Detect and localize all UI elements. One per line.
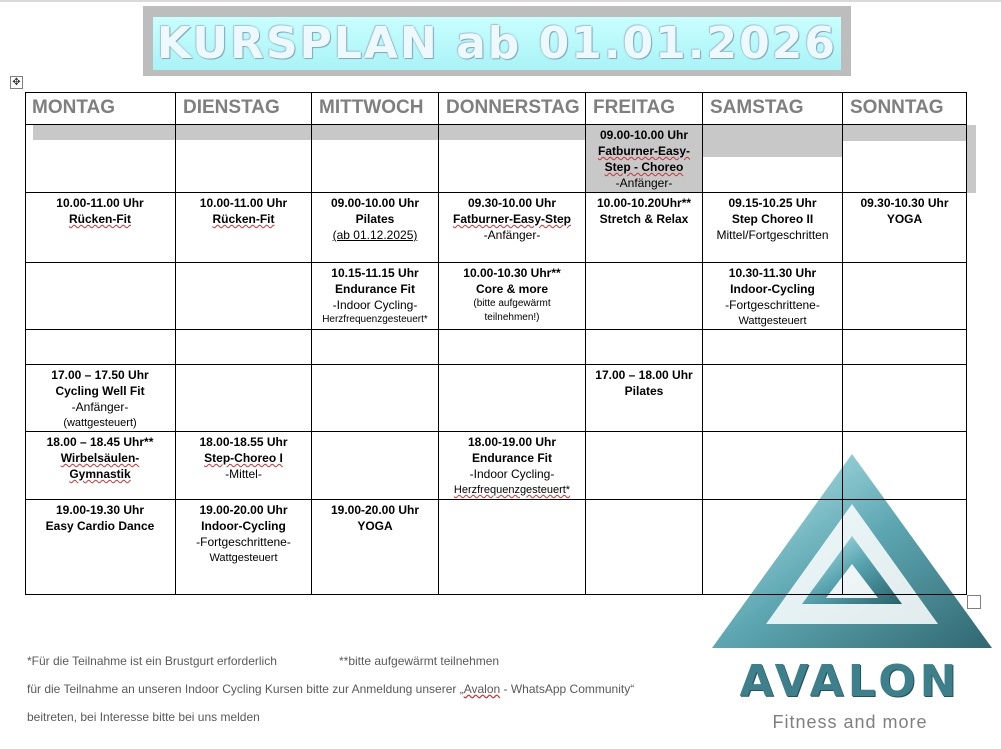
course-name: Fatburner-Easy-Step - Choreo [597, 144, 691, 174]
header-donnerstag: DONNERSTAG [439, 92, 586, 125]
cell-so-4 [843, 330, 967, 365]
course-name: Pilates [355, 212, 395, 226]
cell-do-3 [439, 263, 586, 330]
course-level: -Indoor Cycling- [469, 467, 555, 481]
course-note: Herzfrequenzgesteuert* [322, 314, 428, 325]
course-name: Stretch & Relax [599, 212, 689, 226]
resize-handle-icon[interactable] [967, 595, 981, 609]
cell-fr-2 [586, 193, 703, 263]
course-name: Indoor-Cycling [730, 282, 815, 296]
course-level: -Anfänger- [71, 400, 129, 414]
cell-sa-7 [703, 500, 843, 595]
cell-fr-5 [586, 365, 703, 432]
course-time: 18.00 – 18.45 Uhr** [46, 435, 154, 449]
course-note: Herzfrequenzgesteuert* [453, 484, 571, 496]
cell-do-6 [439, 432, 586, 500]
course-name: Easy Cardio Dance [45, 519, 155, 533]
header-mittwoch: MITTWOCH [312, 92, 439, 125]
cell-di-5 [176, 365, 312, 432]
cell-sa-1 [703, 125, 843, 193]
cell-di-1 [176, 125, 312, 193]
course-time: 19.00-20.00 Uhr [330, 503, 420, 517]
course-name: YOGA [357, 519, 393, 533]
course-time: 10.00-11.00 Uhr [199, 196, 288, 210]
course-note: (ab 01.12.2025) [332, 228, 418, 242]
cell-di-6 [176, 432, 312, 500]
cell-do-7 [439, 500, 586, 595]
cell-di-2 [176, 193, 312, 263]
course-level: Mittel/Fortgeschritten [716, 228, 829, 242]
logo-tagline: Fitness and more [772, 712, 928, 732]
course-name: Fatburner-Easy-Step [452, 212, 572, 226]
course-note: (bitte aufgewärmt teilnehmen!) [473, 298, 551, 323]
course-name: Cycling Well Fit [55, 384, 145, 398]
cell-mi-1 [312, 125, 439, 193]
course-name: Pilates [624, 384, 664, 398]
footnote-anmeldung-text: für die Teilnahme an unseren Indoor Cycling Kursen bitte zur Anmeldung unserer „ [27, 682, 464, 696]
cell-so-6 [843, 432, 967, 500]
cell-mi-4 [312, 330, 439, 365]
cell-mo-7 [25, 500, 176, 595]
title-banner [143, 6, 851, 76]
cell-di-4 [176, 330, 312, 365]
header-freitag: FREITAG [586, 92, 703, 125]
cell-fr-7 [586, 500, 703, 595]
course-name: Endurance Fit [471, 451, 552, 465]
course-time: 19.00-19.30 Uhr [55, 503, 145, 517]
course-level: -Mittel- [225, 467, 262, 481]
cell-mi-7 [312, 500, 439, 595]
schedule-table [25, 92, 967, 595]
cell-sa-4 [703, 330, 843, 365]
cell-mi-6 [312, 432, 439, 500]
cell-sa-2 [703, 193, 843, 263]
cell-fr-4 [586, 330, 703, 365]
course-name: Wirbelsäulen-Gymnastik [60, 451, 140, 481]
course-name: Step Choreo II [731, 212, 814, 226]
cell-sa-5 [703, 365, 843, 432]
course-name: Indoor-Cycling [201, 519, 286, 533]
cell-sa-6 [703, 432, 843, 500]
cell-so-3 [843, 263, 967, 330]
cell-mo-1 [25, 125, 176, 193]
title-banner-fill [153, 17, 841, 70]
page-title: KURSPLAN ab 01.01.2026 [157, 17, 837, 69]
course-time: 18.00-18.55 Uhr [199, 435, 288, 449]
cell-so-5 [843, 365, 967, 432]
cell-so-2 [843, 193, 967, 263]
cell-fr-3 [586, 263, 703, 330]
cell-do-4 [439, 330, 586, 365]
cell-mo-3 [25, 263, 176, 330]
course-time: 10.15-11.15 Uhr [331, 266, 419, 280]
cell-mo-6 [25, 432, 176, 500]
course-time: 10.00-10.30 Uhr** [463, 266, 561, 280]
course-time: 17.00 – 18.00 Uhr [595, 368, 693, 382]
cell-di-3 [176, 263, 312, 330]
course-name: Endurance Fit [334, 282, 415, 296]
footnote-avalon: Avalon [463, 682, 501, 696]
course-level: -Anfänger- [615, 176, 673, 190]
course-note: Wattgesteuert [738, 315, 807, 327]
course-time: 10.00-11.00 Uhr [56, 196, 144, 210]
footnote-brustgurt: *Für die Teilnahme ist ein Brustgurt erforderlich [27, 654, 277, 668]
cell-mo-2 [25, 193, 176, 263]
cell-mi-3 [312, 263, 439, 330]
cell-mo-5 [25, 365, 176, 432]
header-dienstag: DIENSTAG [176, 92, 312, 125]
course-name: Rücken-Fit [68, 212, 131, 226]
course-name: YOGA [886, 212, 923, 226]
cell-do-5 [439, 365, 586, 432]
logo-wordmark: AVALON [739, 656, 961, 707]
cell-so-7 [843, 500, 967, 595]
cell-sa-3 [703, 263, 843, 330]
footnote-aufgewaermt: **bitte aufgewärmt teilnehmen [339, 654, 500, 668]
header-sonntag: SONNTAG [843, 92, 967, 125]
footnote-community: - WhatsApp Community“ [500, 682, 635, 696]
header-samstag: SAMSTAG [703, 92, 843, 125]
row-shading [967, 141, 976, 193]
course-time: 09.30-10.30 Uhr [860, 196, 949, 210]
course-name: Core & more [475, 282, 549, 296]
course-time: 17.00 – 17.50 Uhr [51, 368, 149, 382]
course-level: -Anfänger- [483, 228, 541, 242]
course-level: -Fortgeschrittene- [196, 535, 291, 549]
course-time: 19.00-20.00 Uhr [199, 503, 288, 517]
course-time: 09.15-10.25 Uhr [728, 196, 817, 210]
cell-mi-2 [312, 193, 439, 263]
cell-di-7 [176, 500, 312, 595]
footnote-anmeldung [27, 682, 634, 696]
course-time: 09.30-10.00 Uhr [467, 196, 557, 210]
cell-fr-1 [586, 125, 703, 193]
cell-mo-4 [25, 330, 176, 365]
cell-mi-5 [312, 365, 439, 432]
course-time: 10.30-11.30 Uhr [728, 266, 817, 280]
cell-do-1 [439, 125, 586, 193]
course-level: -Indoor Cycling- [332, 298, 418, 312]
course-time: 09.00-10.00 Uhr [330, 196, 420, 210]
course-time: 18.00-19.00 Uhr [467, 435, 557, 449]
header-montag: MONTAG [25, 92, 176, 125]
footnote-melden: beitreten, bei Interesse bitte bei uns melden [27, 710, 260, 724]
course-name: Rücken-Fit [212, 212, 275, 226]
move-icon[interactable]: ✥ [10, 76, 23, 89]
cell-fr-6 [586, 432, 703, 500]
top-rule [0, 0, 1001, 2]
course-level: -Fortgeschrittene- [725, 298, 820, 312]
cell-so-1 [843, 125, 967, 193]
course-time: 10.00-10.20Uhr** [596, 196, 692, 210]
cell-do-2 [439, 193, 586, 263]
course-note: Wattgesteuert [209, 552, 278, 564]
course-time: 09.00-10.00 Uhr [599, 128, 689, 142]
course-name: Step-Choreo I [204, 451, 283, 465]
course-note: (wattgesteuert) [63, 417, 137, 429]
